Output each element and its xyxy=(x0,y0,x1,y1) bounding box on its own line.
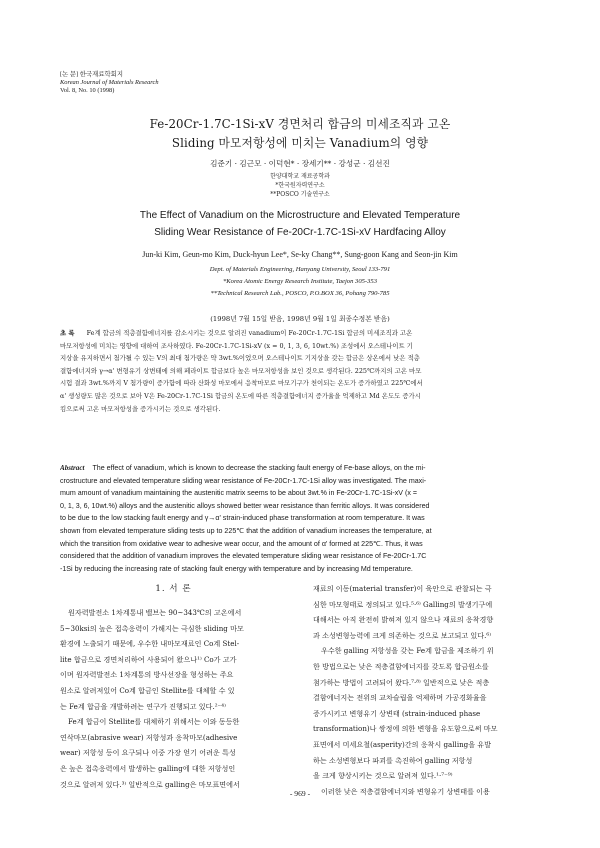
body-line: 한 방법으로는 낮은 적층결함에너지를 갖도록 합금원소를 xyxy=(313,661,489,671)
body-line: transformation)나 쌍정에 의한 변형을 유도함으로써 마모 xyxy=(313,724,498,734)
body-line: 재료의 이동(material transfer)이 육안으로 관찰되는 극 xyxy=(313,584,492,593)
affiliation-ko-2: *한국원자력연구소 xyxy=(275,182,325,189)
section-heading: 1. 서 론 xyxy=(155,584,192,594)
authors-ko: 김준기 · 김근모 · 이덕현* · 장세기** · 강성군 · 김선진 xyxy=(210,159,390,168)
abstract-ko-line: 마모저항성에 미치는 영향에 대하여 조사하였다. Fe-20Cr-1.7C-1Si-xV (x = 0, 1, 3, 6, 10wt.%) 조성에서 오스테나이트 기 xyxy=(60,341,413,350)
journal-volume: Vol. 8, No. 10 (1998) xyxy=(60,87,115,95)
body-line: 대해서는 아직 완전히 밝혀져 있지 않으나 재료의 응착경향 xyxy=(313,615,494,625)
abstract-ko xyxy=(60,327,540,415)
body-line: 원소로 알려져있어 Co계 합금인 Stellite를 대체할 수 있 xyxy=(60,685,235,695)
body-line: 은 높은 접촉응력에서 발생하는 galling에 대한 저항성인 xyxy=(60,763,236,773)
body-line: 심한 마모형태로 정의되고 있다.⁵·⁶⁾ Galling의 발생기구에 xyxy=(313,599,493,609)
abstract-en-line: -1Si by reducing the increasing rate of stacking fault energy with temperature and by increasing Md temperature. xyxy=(60,564,413,573)
abstract-en-line: crostructure and elevated temperature sliding wear resistance of Fe-20Cr-1.7C-1Si alloy was investigated. The maxi- xyxy=(60,476,427,485)
abstract-en-line: which the transition from oxidative wear to adhesive wear occur, and the amount of α' formed at 225℃. Thus, it was xyxy=(60,539,423,548)
body-line: 는 Fe계 합금을 개발하려는 연구가 진행되고 있다.²⁻⁴⁾ xyxy=(60,701,226,711)
body-line: lite 합금으로 경면처리하여 사용되어 왔으나¹⁾ Co가 고가 xyxy=(60,654,237,664)
body-line: 증가시키고 변형유기 상변태 (strain-induced phase xyxy=(313,708,481,718)
abstract-ko-line: α' 생성량도 많은 것으로 보아 V은 Fe-20Cr-1.7C-1Si 합금의 온도에 따른 적층결함에너지 증가율을 억제하고 Md 온도도 증가시 xyxy=(60,391,421,400)
journal-name-en: Korean Journal of Materials Research xyxy=(60,79,159,87)
abstract-ko-label: 초 록 xyxy=(60,329,75,337)
body-line: wear) 저항성 등이 요구되나 이중 가장 얻기 어려운 특성 xyxy=(60,748,236,758)
abstract-en-line: Abstract The effect of vanadium, which is known to decrease the stacking fault energy of Fe-base alloys, on the mi- xyxy=(60,464,426,472)
body-line: 이며 원자력발전소 1차계통의 방사선장을 형성하는 주요 xyxy=(60,670,234,680)
body-line: 이러한 낮은 적층결함에너지와 변형유기 상변태를 이용 xyxy=(321,786,490,796)
affiliation-en-2: *Korea Atomic Energy Research Institute, Taejon 305-353 xyxy=(222,278,377,285)
body-line: 것으로 알려져 있다.³⁾ 일반적으로 galling은 마모표면에서 xyxy=(60,779,240,789)
journal-header xyxy=(60,71,159,96)
body-line: 우수한 galling 저항성을 갖는 Fe계 합금을 제조하기 위 xyxy=(321,646,494,656)
title-ko-line1: Fe-20Cr-1.7C-1Si-xV 경면처리 합금의 미세조직과 고온 xyxy=(149,117,451,131)
received-dates: (1998년 7월 15일 받음, 1998년 9월 1일 최종수정본 받음) xyxy=(210,315,390,323)
authors-en: Jun-ki Kim, Geun-mo Kim, Duck-hyun Lee*, Se-ky Chang**, Sung-goon Kang and Seon-jin Kim xyxy=(142,250,458,259)
abstract-en-line: to be due to the low stacking fault energy and γ→α' strain-induced phase transformation at room temperature. It was xyxy=(60,514,425,523)
body-line: 환경에 노출되기 때문에, 우수한 내마모재료인 Co계 Stel- xyxy=(60,639,240,649)
body-line: 을 크게 향상시키는 것으로 알려져 있다.¹·⁷⁻⁹⁾ xyxy=(313,771,453,781)
body-line: 연삭마모(abrasive wear) 저항성과 응착마모(adhesive xyxy=(60,732,238,742)
title-en-line1: The Effect of Vanadium on the Microstructure and Elevated Temperature xyxy=(139,210,461,221)
abstract-en-line: 0, 1, 3, 6, 10wt.%) alloys and the austenitic alloys showed better wear resistance than ferritic alloys. It was considered xyxy=(60,501,430,510)
abstract-ko-line: 초 록 Fe계 합금의 적층결함에너지를 감소시키는 것으로 알려진 vanadium이 Fe-20Cr-1.7C-1Si 합금의 미세조직과 고온 xyxy=(60,329,413,337)
abstract-ko-line: 킴으로써 고온 마모저항성을 증가시키는 것으로 생각된다. xyxy=(60,404,221,413)
affiliation-en-3: **Technical Research Lab., POSCO, P.O.BOX 36, Pohang 790-785 xyxy=(210,290,390,297)
affiliation-ko-1: 한양대학교 재료공학과 xyxy=(270,173,330,180)
abstract-en-line: shown from elevated temperature sliding tests up to 225℃ that the addition of vanadium increases the temperature, at xyxy=(60,526,432,535)
page-number: - 969 - xyxy=(289,789,311,798)
abstract-en-line: mum amount of vanadium maintaining the austenitic matrix seems to be about 3wt.% in Fe-20Cr-1.7C-1Si-xV (x = xyxy=(60,489,418,498)
body-line: 과 소성변형능력에 크게 의존하는 것으로 보고되고 있다.⁶⁾ xyxy=(313,630,491,640)
abstract-en-line: considered that the addition of vanadium improves the elevated temperature sliding wear resistance of Fe-20Cr-1.7C xyxy=(60,552,427,561)
abstract-ko-line: 결함에너지와 γ→α' 변형유기 상변태에 의해 페라이트 합금보다 높은 마모저항성을 보인 것으로 생각된다. 225℃까지의 고온 마모 xyxy=(60,366,422,375)
abstract-en xyxy=(60,462,540,575)
body-line: 표면에서 미세요철(asperity)간의 응착시 galling을 유발 xyxy=(313,739,492,749)
title-ko-line2: Sliding 마모저항성에 미치는 Vanadium의 영향 xyxy=(171,136,429,150)
abstract-ko-line: 시험 결과 3wt.%까지 V 첨가량이 증가함에 따라 산화성 마모에서 응착마모로 마모기구가 천이되는 온도가 증가하였고 225℃에서 xyxy=(60,379,423,388)
body-line: 원자력발전소 1차계통내 밸브는 90~343℃의 고온에서 xyxy=(68,608,242,617)
body-line: 결함에너지는 전위의 교차슬립을 억제하며 가공경화율을 xyxy=(313,693,487,703)
body-line: 5~30ksi의 높은 접촉응력이 가해지는 극심한 sliding 마모 xyxy=(60,623,244,633)
body-line: Fe계 합금이 Stellite를 대체하기 위해서는 이와 동등한 xyxy=(68,717,240,727)
affiliation-ko-3: **POSCO 기술연구소 xyxy=(270,191,330,198)
affiliation-en-1: Dept. of Materials Engineering, Hanyang University, Seoul 133-791 xyxy=(209,266,391,273)
body-line: 첨가하는 방법이 고려되어 왔다.⁷·⁸⁾ 일반적으로 낮은 적층 xyxy=(313,677,490,687)
body-line: 하는 소성변형보다 파괴를 촉진하여 galling 저항성 xyxy=(313,755,473,765)
body-column-right xyxy=(313,581,540,799)
journal-name-ko: [논 문] 한국재료학회지 xyxy=(60,71,124,78)
body-column-left xyxy=(60,581,287,792)
abstract-en-label: Abstract xyxy=(60,464,85,472)
title-en-line2: Sliding Wear Resistance of Fe-20Cr-1.7C-1Si-xV Hardfacing Alloy xyxy=(154,227,446,238)
abstract-ko-line: 지상을 유지하면서 첨가될 수 있는 V의 최대 첨가량은 약 3wt.%이었으며 오스테나이트 기지상을 갖는 합금은 상온에서 낮은 적층 xyxy=(60,354,420,363)
